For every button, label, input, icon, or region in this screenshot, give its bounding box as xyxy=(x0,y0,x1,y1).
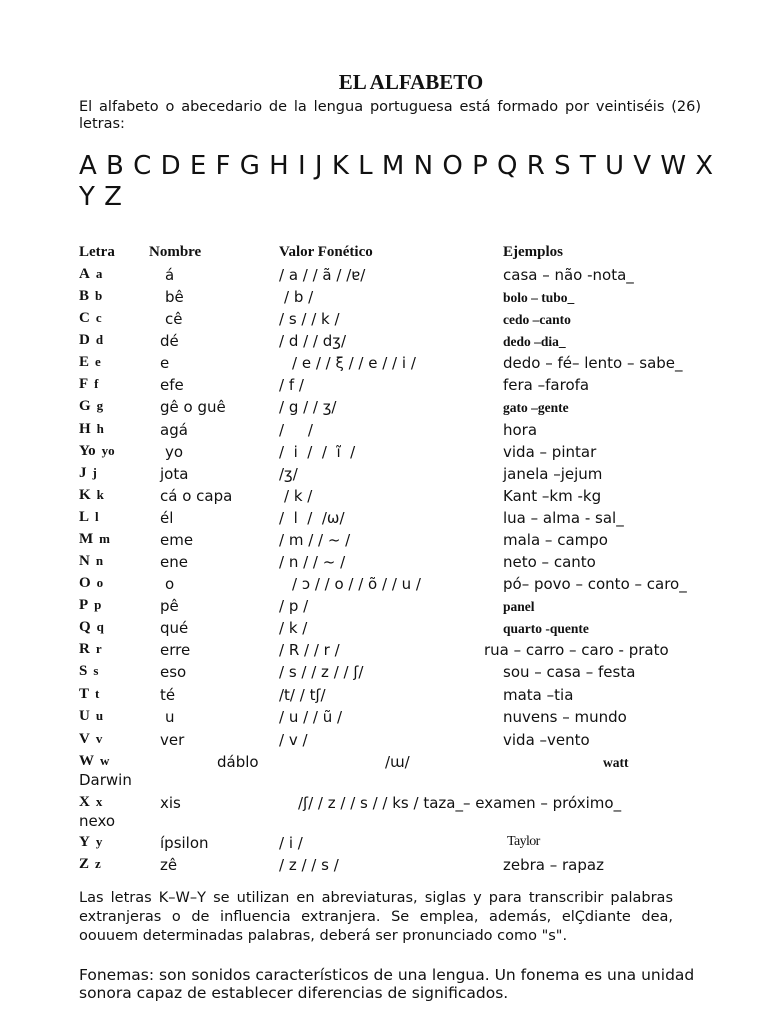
row-letter xyxy=(79,619,104,636)
letter-lowercase: z xyxy=(95,856,101,871)
letter-uppercase: T xyxy=(79,686,90,702)
row-name: dáblo xyxy=(217,753,259,771)
table-row xyxy=(0,794,768,816)
letter-uppercase: X xyxy=(79,794,90,810)
row-phonetic: /ʃ/ / z / / s / / ks / taza_– examen – próximo_ xyxy=(298,794,622,812)
row-name: pê xyxy=(160,597,179,615)
row-example: lua – alma - sal_ xyxy=(503,509,624,527)
row-example: janela –jejum xyxy=(503,465,603,483)
row-example: Kant –km -kg xyxy=(503,487,602,505)
letter-lowercase: j xyxy=(92,465,97,480)
row-example: hora xyxy=(503,421,538,439)
table-row xyxy=(0,731,768,753)
table-row xyxy=(0,575,768,597)
row-example: cedo –canto xyxy=(503,312,571,327)
letter-uppercase: V xyxy=(79,731,90,747)
table-row xyxy=(0,641,768,663)
row-phonetic: / s / / z / / ʃ/ xyxy=(279,663,364,681)
row-letter xyxy=(79,731,102,748)
row-letter xyxy=(79,509,99,526)
row-phonetic: / a / / ã / /ɐ/ xyxy=(279,266,366,284)
letter-uppercase: R xyxy=(79,641,90,657)
row-example: casa – não -nota_ xyxy=(503,266,634,284)
table-row xyxy=(0,376,768,398)
row-phonetic: / k / xyxy=(284,487,313,505)
letter-uppercase: B xyxy=(79,288,90,304)
row-example: zebra – rapaz xyxy=(503,856,604,874)
row-letter xyxy=(79,575,103,592)
letter-uppercase: Y xyxy=(79,834,90,850)
row-phonetic: /ʒ/ xyxy=(279,465,298,483)
row-name: té xyxy=(160,686,176,704)
letter-lowercase: r xyxy=(95,641,102,656)
table-row xyxy=(0,266,768,288)
row-example: rua – carro – caro - prato xyxy=(484,641,669,659)
row-phonetic: / f / xyxy=(279,376,304,394)
letter-lowercase: l xyxy=(95,509,99,524)
table-row xyxy=(0,686,768,708)
row-phonetic: / v / xyxy=(279,731,308,749)
row-letter xyxy=(79,753,109,770)
letter-uppercase: K xyxy=(79,487,91,503)
letter-lowercase: w xyxy=(100,753,110,768)
row-example: neto – canto xyxy=(503,553,596,571)
table-row xyxy=(0,398,768,420)
row-example: dedo –dia_ xyxy=(503,334,566,349)
letter-uppercase: J xyxy=(79,465,87,481)
row-name: zê xyxy=(160,856,178,874)
row-example: nuvens – mundo xyxy=(503,708,627,726)
letter-uppercase: H xyxy=(79,421,91,437)
row-name: jota xyxy=(160,465,189,483)
letter-uppercase: O xyxy=(79,575,91,591)
letter-uppercase: E xyxy=(79,354,90,370)
row-phonetic: / / xyxy=(279,421,313,439)
letter-lowercase: a xyxy=(95,266,103,281)
row-example: panel xyxy=(503,599,535,614)
row-letter xyxy=(79,443,115,460)
row-phonetic: / g / / ʒ/ xyxy=(279,398,337,416)
table-row xyxy=(0,663,768,685)
row-example: sou – casa – festa xyxy=(503,663,636,681)
letter-lowercase: n xyxy=(95,553,104,568)
row-phonetic: / l / /ω/ xyxy=(279,509,345,527)
row-phonetic: / k / xyxy=(279,619,308,637)
intro-paragraph: El alfabeto o abecedario de la lengua portuguesa está formado por veintiséis (26) letras: xyxy=(79,99,701,132)
letter-lowercase: x xyxy=(95,794,103,809)
letter-lowercase: y xyxy=(95,834,103,849)
row-example: Taylor xyxy=(507,834,540,849)
row-name: e xyxy=(160,354,170,372)
fonemas-paragraph: Fonemas: son sonidos característicos de una lengua. Un fonema es una unidad sonora capaz de establecer diferencias de significados. xyxy=(79,966,695,1002)
row-letter xyxy=(79,398,103,415)
letter-lowercase: v xyxy=(95,731,103,746)
table-row xyxy=(0,509,768,531)
table-row xyxy=(0,465,768,487)
row-name: él xyxy=(160,509,174,527)
row-example: watt xyxy=(603,755,629,770)
letter-lowercase: f xyxy=(94,376,99,391)
header-letra: Letra xyxy=(79,244,115,260)
row-phonetic: /ɯ/ xyxy=(385,753,410,771)
row-name: ene xyxy=(160,553,188,571)
table-row xyxy=(0,310,768,332)
row-name: eme xyxy=(160,531,194,549)
letter-lowercase: u xyxy=(95,708,104,723)
row-letter xyxy=(79,288,102,305)
letter-lowercase: g xyxy=(96,398,104,413)
table-row xyxy=(0,288,768,310)
row-letter xyxy=(79,708,103,725)
letter-lowercase: b xyxy=(95,288,103,303)
header-nombre: Nombre xyxy=(149,244,202,260)
table-row xyxy=(0,834,768,856)
row-letter xyxy=(79,794,102,811)
header-valor-fonetico: Valor Fonético xyxy=(279,244,373,260)
row-continuation: nexo xyxy=(79,812,116,830)
row-letter xyxy=(79,856,101,873)
row-example: pó– povo – conto – caro_ xyxy=(503,575,687,593)
letter-lowercase: p xyxy=(94,597,102,612)
row-name: agá xyxy=(160,421,188,439)
row-phonetic: / z / / s / xyxy=(279,856,339,874)
note-paragraph: Las letras K–W–Y se utilizan en abreviaturas, siglas y para transcribir palabras extranjeras o de influencia extranjera. Se emplea, además, elÇdiante dea, oouuem determinadas palabras, deberá ser pronunciado como "s". xyxy=(79,890,673,944)
row-phonetic: / i / xyxy=(279,834,303,852)
letter-uppercase: U xyxy=(79,708,90,724)
letter-lowercase: e xyxy=(95,354,101,369)
row-name: erre xyxy=(160,641,191,659)
letter-uppercase: A xyxy=(79,266,90,282)
row-phonetic: / m / / ~ / xyxy=(279,531,351,549)
letter-uppercase: S xyxy=(79,663,88,679)
letter-uppercase: M xyxy=(79,531,94,547)
letter-uppercase: W xyxy=(79,753,94,769)
table-row xyxy=(0,421,768,443)
letter-uppercase: N xyxy=(79,553,90,569)
letter-lowercase: q xyxy=(96,619,104,634)
row-letter xyxy=(79,465,97,482)
table-row xyxy=(0,332,768,354)
row-letter xyxy=(79,834,102,851)
table-row xyxy=(0,597,768,619)
row-phonetic: / ɔ / / o / / õ / / u / xyxy=(292,575,421,593)
letter-lowercase: s xyxy=(93,663,99,678)
letter-lowercase: yo xyxy=(101,443,115,458)
row-letter xyxy=(79,686,99,703)
row-example: dedo – fé– lento – sabe_ xyxy=(503,354,683,372)
letter-lowercase: t xyxy=(95,686,100,701)
row-letter xyxy=(79,487,104,504)
row-example: gato –gente xyxy=(503,400,569,415)
row-name: eso xyxy=(160,663,187,681)
letter-uppercase: L xyxy=(79,509,90,525)
table-row xyxy=(0,619,768,641)
row-continuation: Darwin xyxy=(79,771,132,789)
table-row xyxy=(0,553,768,575)
letter-uppercase: Yo xyxy=(79,443,96,459)
row-example: vida – pintar xyxy=(503,443,597,461)
table-row xyxy=(0,708,768,730)
row-name: á xyxy=(165,266,175,284)
letter-uppercase: G xyxy=(79,398,91,414)
row-phonetic: / n / / ~ / xyxy=(279,553,346,571)
row-letter xyxy=(79,597,101,614)
row-name: u xyxy=(165,708,175,726)
row-name: ípsilon xyxy=(160,834,209,852)
row-example: quarto -quente xyxy=(503,621,589,636)
row-example: mala – campo xyxy=(503,531,608,549)
letter-lowercase: h xyxy=(96,421,104,436)
alphabet-line: A B C D E F G H I J K L M N O P Q R S T U V W X Y Z xyxy=(79,151,714,212)
letter-lowercase: k xyxy=(96,487,104,502)
letter-uppercase: P xyxy=(79,597,89,613)
row-name: yo xyxy=(165,443,184,461)
row-letter xyxy=(79,310,102,327)
letter-lowercase: m xyxy=(99,531,111,546)
page-title: EL ALFABETO xyxy=(338,70,484,94)
row-letter xyxy=(79,376,99,393)
letter-lowercase: d xyxy=(95,332,104,347)
row-name: cá o capa xyxy=(160,487,233,505)
row-letter xyxy=(79,663,98,680)
table-row xyxy=(0,531,768,553)
row-phonetic: / R / / r / xyxy=(279,641,340,659)
row-letter xyxy=(79,332,103,349)
row-name: efe xyxy=(160,376,184,394)
letter-uppercase: F xyxy=(79,376,89,392)
letter-lowercase: o xyxy=(96,575,104,590)
row-letter xyxy=(79,531,110,548)
row-letter xyxy=(79,421,104,438)
letter-uppercase: Z xyxy=(79,856,90,872)
row-phonetic: / p / xyxy=(279,597,309,615)
row-name: gê o guê xyxy=(160,398,226,416)
row-name: bê xyxy=(165,288,184,306)
row-phonetic: / s / / k / xyxy=(279,310,340,328)
letter-uppercase: Q xyxy=(79,619,91,635)
table-row xyxy=(0,487,768,509)
letter-uppercase: C xyxy=(79,310,90,326)
row-phonetic: / u / / ũ / xyxy=(279,708,343,726)
row-example: mata –tia xyxy=(503,686,574,704)
table-row xyxy=(0,856,768,878)
row-name: cê xyxy=(165,310,183,328)
letter-uppercase: D xyxy=(79,332,90,348)
row-letter xyxy=(79,553,103,570)
row-phonetic: / d / / dʒ/ xyxy=(279,332,346,350)
row-phonetic: / i / / ĩ / xyxy=(279,443,356,461)
row-example: vida –vento xyxy=(503,731,590,749)
row-phonetic: / b / xyxy=(284,288,314,306)
row-example: fera –farofa xyxy=(503,376,590,394)
row-name: xis xyxy=(160,794,181,812)
table-row xyxy=(0,354,768,376)
table-row xyxy=(0,443,768,465)
letter-lowercase: c xyxy=(95,310,102,325)
row-phonetic: /t/ / tʃ/ xyxy=(279,686,326,704)
row-letter xyxy=(79,354,101,371)
row-phonetic: / e / / ξ / / e / / i / xyxy=(292,354,416,372)
row-name: dé xyxy=(160,332,179,350)
row-letter xyxy=(79,641,102,658)
row-name: o xyxy=(165,575,175,593)
row-letter xyxy=(79,266,102,283)
row-name: qué xyxy=(160,619,189,637)
row-name: ver xyxy=(160,731,185,749)
row-example: bolo – tubo_ xyxy=(503,290,575,305)
header-ejemplos: Ejemplos xyxy=(503,244,563,260)
